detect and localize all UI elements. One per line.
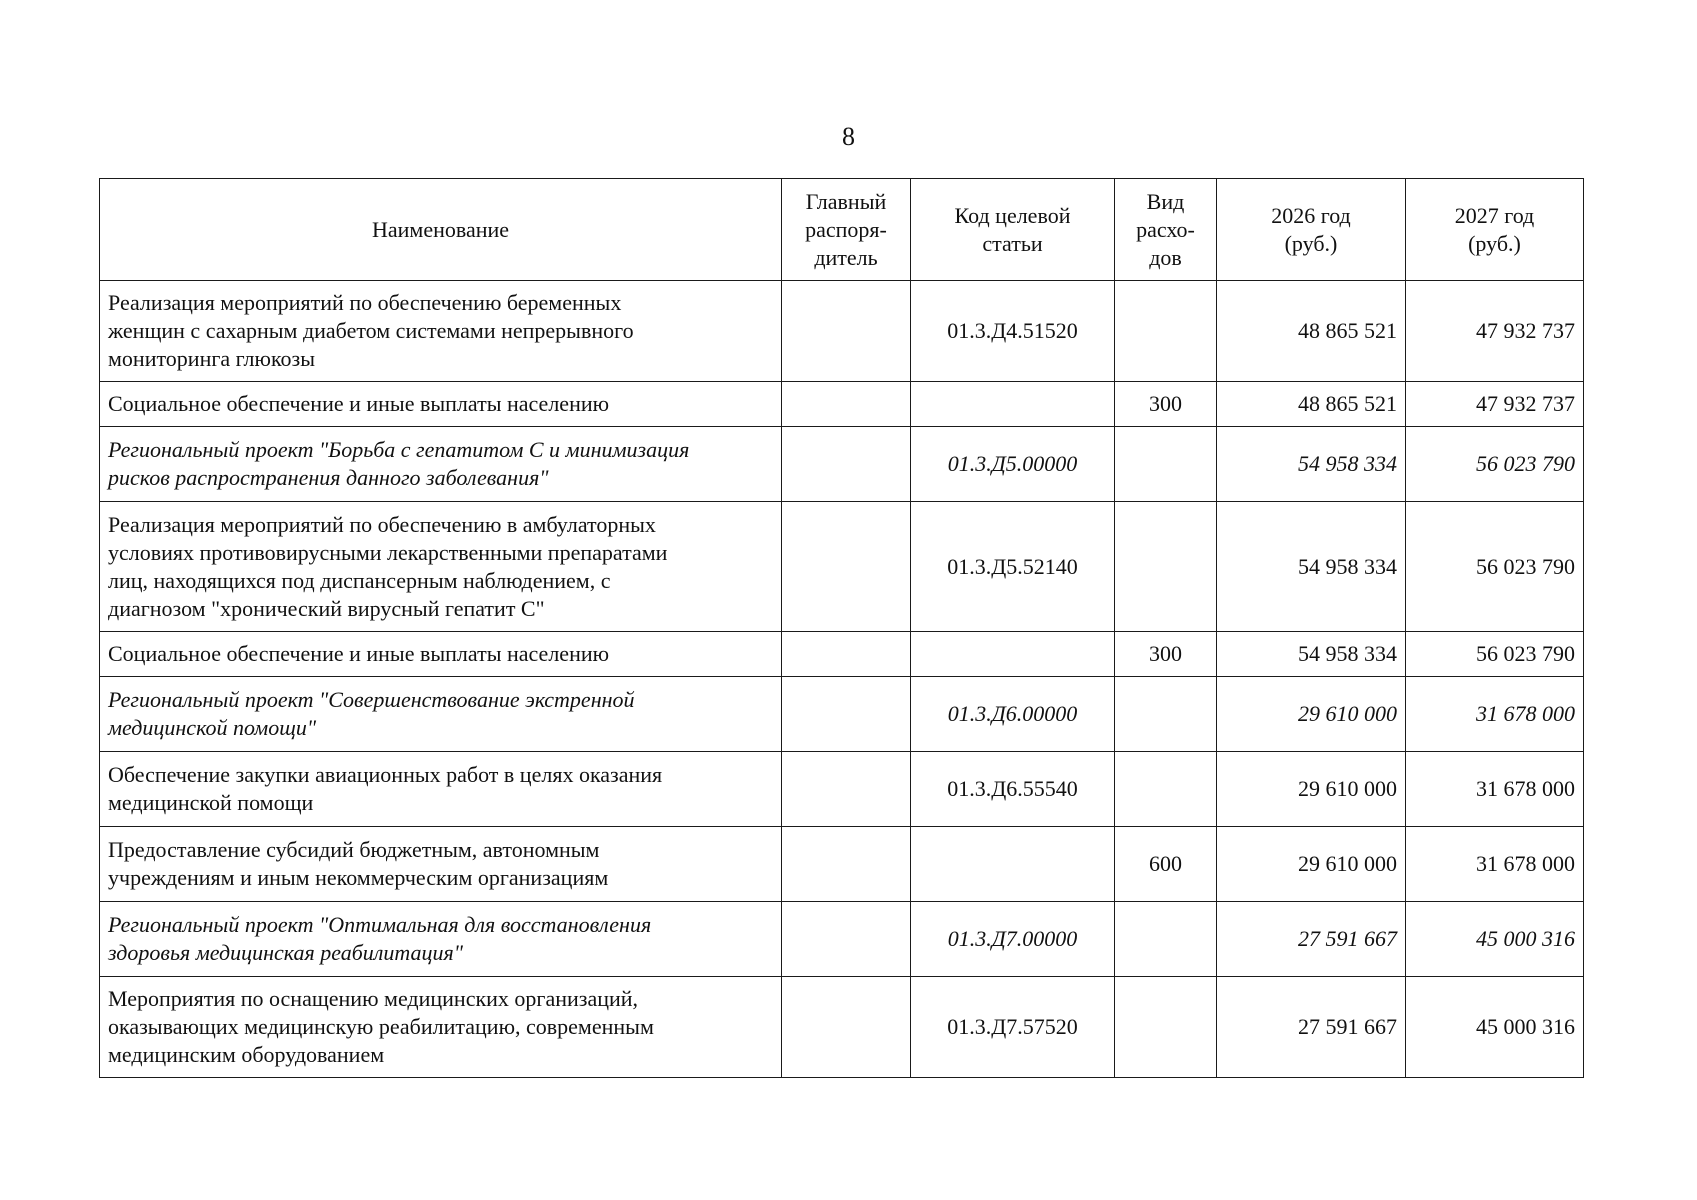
cell-name-line: условиях противовирусными лекарственными препаратами <box>108 539 668 565</box>
cell-kind: 600 <box>1115 827 1217 902</box>
cell-distributor <box>782 382 911 427</box>
cell-name-line: Реализация мероприятий по обеспечению беременных <box>108 290 622 315</box>
cell-2026: 27 591 667 <box>1217 977 1406 1078</box>
header-2026-line: (руб.) <box>1284 230 1338 256</box>
table-row <box>100 632 1584 677</box>
cell-kind <box>1115 902 1217 977</box>
cell-kind: 300 <box>1115 382 1217 427</box>
cell-name-line: лиц, находящихся под диспансерным наблюдением, с <box>108 567 611 593</box>
header-distributor-line: распоря- <box>805 216 887 242</box>
cell-name <box>100 752 782 827</box>
cell-code: 01.3.Д5.00000 <box>911 427 1115 502</box>
cell-distributor <box>782 281 911 382</box>
table-row <box>100 677 1584 752</box>
header-code <box>911 179 1115 281</box>
cell-name <box>100 902 782 977</box>
cell-distributor <box>782 977 911 1078</box>
cell-2027: 45 000 316 <box>1406 902 1584 977</box>
header-2027 <box>1406 179 1584 281</box>
cell-2026: 54 958 334 <box>1217 632 1406 677</box>
cell-2027: 56 023 790 <box>1406 502 1584 632</box>
cell-distributor <box>782 752 911 827</box>
budget-table <box>99 178 1584 1078</box>
cell-distributor <box>782 502 911 632</box>
cell-name-line: Обеспечение закупки авиационных работ в целях оказания <box>108 762 663 787</box>
header-2026 <box>1217 179 1406 281</box>
page-number: 8 <box>842 122 855 151</box>
header-name: Наименование <box>100 179 782 281</box>
cell-2027: 45 000 316 <box>1406 977 1584 1078</box>
cell-code: 01.3.Д5.52140 <box>911 502 1115 632</box>
cell-name <box>100 827 782 902</box>
cell-name-line: Мероприятия по оснащению медицинских организаций, <box>108 986 639 1011</box>
cell-name-line: Региональный проект "Оптимальная для восстановления <box>108 912 652 937</box>
cell-kind <box>1115 752 1217 827</box>
cell-kind <box>1115 502 1217 632</box>
cell-2026: 27 591 667 <box>1217 902 1406 977</box>
cell-name-line: Реализация мероприятий по обеспечению в амбулаторных <box>108 511 656 537</box>
cell-name-line: оказывающих медицинскую реабилитацию, современным <box>108 1014 654 1039</box>
cell-name-line: учреждениям и иным некоммерческим организациям <box>108 865 609 890</box>
cell-code: 01.3.Д7.00000 <box>911 902 1115 977</box>
cell-2027: 47 932 737 <box>1406 281 1584 382</box>
cell-2027: 47 932 737 <box>1406 382 1584 427</box>
cell-2026: 48 865 521 <box>1217 382 1406 427</box>
cell-name <box>100 977 782 1078</box>
cell-2026: 54 958 334 <box>1217 427 1406 502</box>
cell-2026: 54 958 334 <box>1217 502 1406 632</box>
cell-kind <box>1115 281 1217 382</box>
cell-2026: 48 865 521 <box>1217 281 1406 382</box>
cell-name <box>100 677 782 752</box>
table-row <box>100 502 1584 632</box>
cell-code: 01.3.Д7.57520 <box>911 977 1115 1078</box>
table-row <box>100 427 1584 502</box>
header-kind-line: расхо- <box>1136 216 1195 242</box>
header-distributor-line: Главный <box>805 188 887 214</box>
cell-kind <box>1115 427 1217 502</box>
cell-name <box>100 502 782 632</box>
cell-code: 01.3.Д6.00000 <box>911 677 1115 752</box>
header-code-line: Код целевой <box>954 202 1071 228</box>
table-row <box>100 382 1584 427</box>
cell-kind <box>1115 977 1217 1078</box>
cell-distributor <box>782 632 911 677</box>
table-row <box>100 281 1584 382</box>
cell-2026: 29 610 000 <box>1217 752 1406 827</box>
cell-2026: 29 610 000 <box>1217 677 1406 752</box>
cell-code: 01.3.Д6.55540 <box>911 752 1115 827</box>
header-kind-line: дов <box>1149 244 1182 270</box>
header-code-line: статьи <box>982 230 1043 256</box>
cell-distributor <box>782 427 911 502</box>
cell-name-line: медицинским оборудованием <box>108 1042 385 1067</box>
cell-2027: 31 678 000 <box>1406 752 1584 827</box>
cell-name-line: женщин с сахарным диабетом системами непрерывного <box>108 318 634 343</box>
table-row <box>100 752 1584 827</box>
cell-name <box>100 382 782 427</box>
cell-name-line: мониторинга глюкозы <box>108 346 315 371</box>
cell-name <box>100 632 782 677</box>
cell-name <box>100 281 782 382</box>
cell-name-line: Региональный проект "Совершенствование экстренной <box>108 687 635 712</box>
cell-code <box>911 382 1115 427</box>
cell-distributor <box>782 902 911 977</box>
table-row <box>100 902 1584 977</box>
table-row <box>100 827 1584 902</box>
header-kind-line: Вид <box>1146 188 1185 214</box>
cell-2027: 31 678 000 <box>1406 677 1584 752</box>
table-row <box>100 977 1584 1078</box>
cell-name-line: Социальное обеспечение и иные выплаты населению <box>108 391 610 416</box>
cell-name-line: диагнозом "хронический вирусный гепатит С" <box>108 595 545 621</box>
cell-distributor <box>782 827 911 902</box>
header-2027-line: (руб.) <box>1468 230 1521 256</box>
cell-code <box>911 632 1115 677</box>
cell-2027: 56 023 790 <box>1406 632 1584 677</box>
header-distributor-line: дитель <box>814 244 878 270</box>
cell-distributor <box>782 677 911 752</box>
table-header-row <box>100 179 1584 281</box>
cell-name <box>100 427 782 502</box>
cell-name-line: Социальное обеспечение и иные выплаты населению <box>108 641 610 666</box>
cell-kind: 300 <box>1115 632 1217 677</box>
cell-2027: 56 023 790 <box>1406 427 1584 502</box>
cell-2027: 31 678 000 <box>1406 827 1584 902</box>
cell-2026: 29 610 000 <box>1217 827 1406 902</box>
header-kind <box>1115 179 1217 281</box>
cell-name-line: здоровья медицинская реабилитация" <box>108 940 463 965</box>
cell-code <box>911 827 1115 902</box>
cell-code: 01.3.Д4.51520 <box>911 281 1115 382</box>
header-distributor <box>782 179 911 281</box>
cell-name-line: рисков распространения данного заболевания" <box>108 465 549 490</box>
cell-kind <box>1115 677 1217 752</box>
header-2026-line: 2026 год <box>1271 202 1351 228</box>
table-body <box>100 281 1584 1078</box>
cell-name-line: Региональный проект "Борьба с гепатитом С и минимизация <box>108 437 690 462</box>
cell-name-line: Предоставление субсидий бюджетным, автономным <box>108 837 600 862</box>
cell-name-line: медицинской помощи <box>108 790 314 815</box>
cell-name-line: медицинской помощи" <box>108 715 317 740</box>
header-2027-line: 2027 год <box>1454 202 1535 228</box>
